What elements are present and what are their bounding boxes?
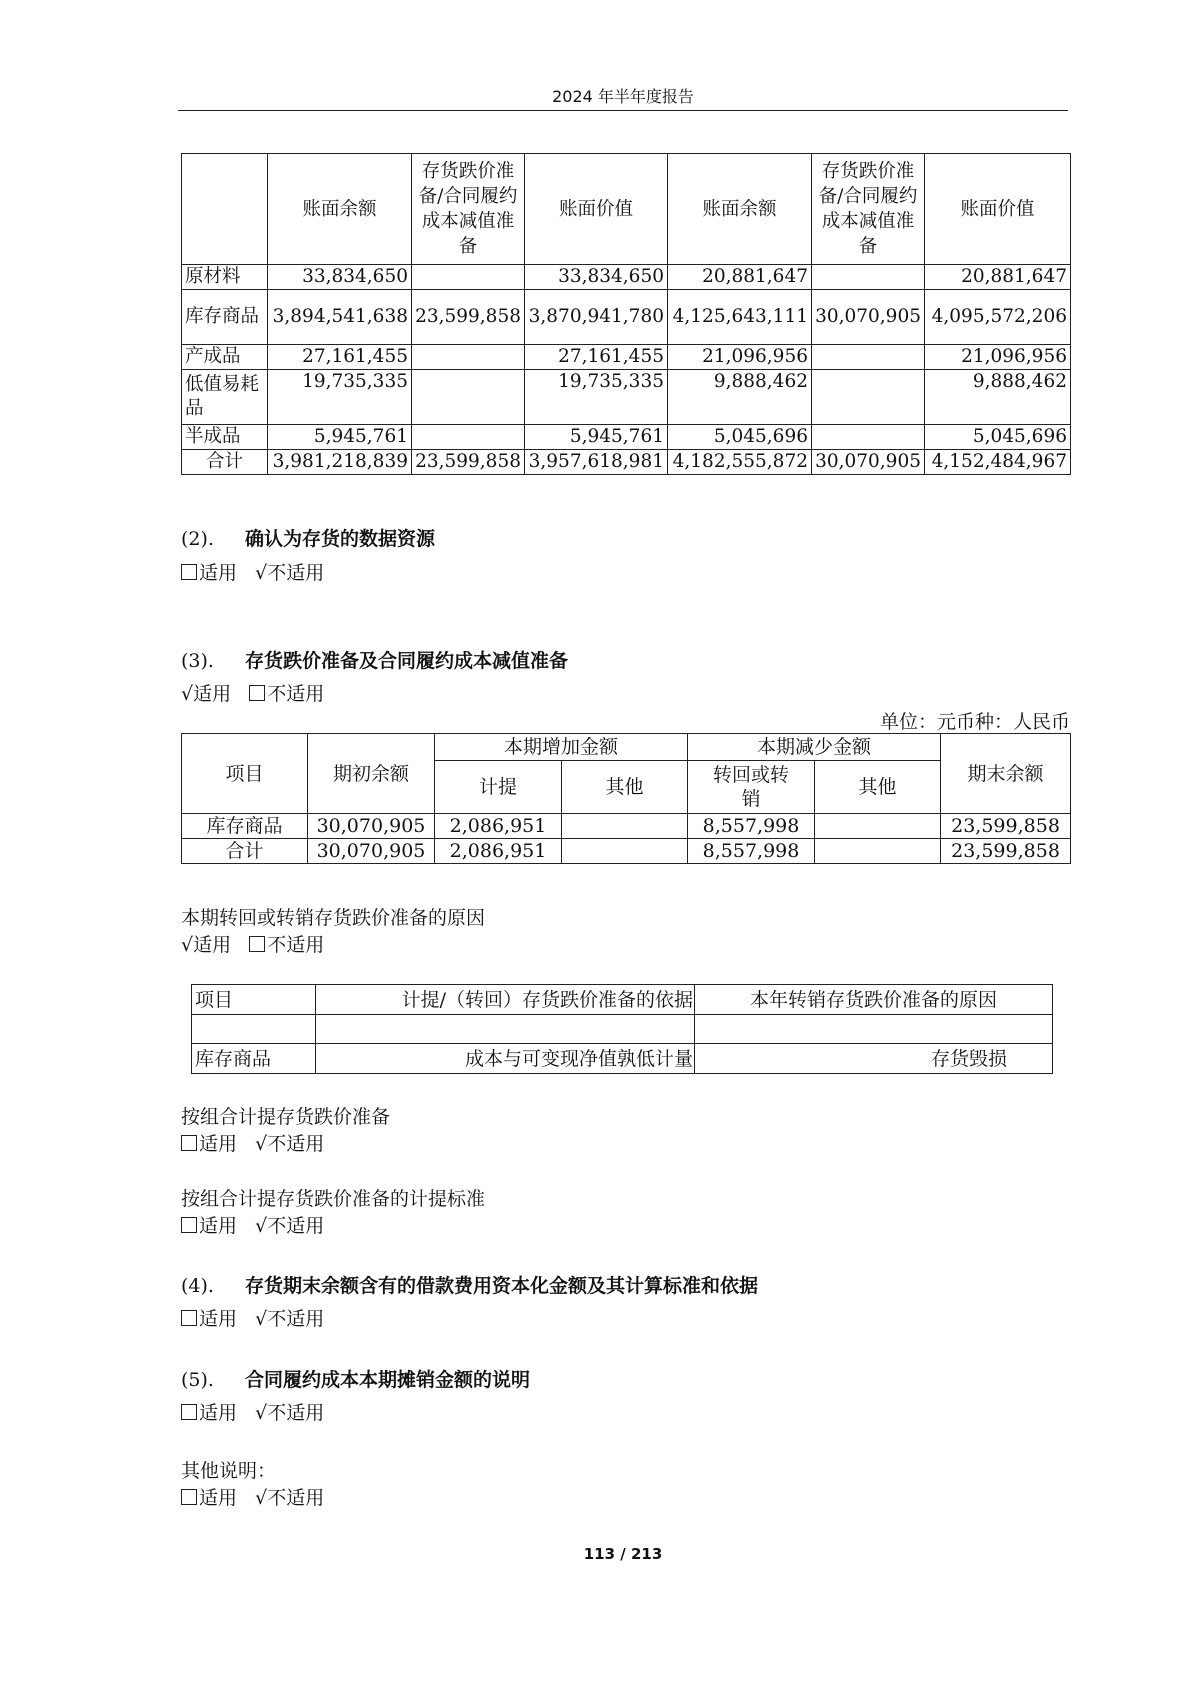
cell: 19,735,335 [268, 370, 412, 425]
cell [812, 370, 925, 425]
section-2-title: (2). 确认为存货的数据资源 [181, 528, 436, 550]
cell: 27,161,455 [268, 345, 412, 370]
cell: 23,599,858 [941, 814, 1071, 839]
unit-label: 单位：元币种：人民币 [879, 711, 1070, 733]
header-cell: 本期增加金额 [435, 734, 688, 761]
cell: 23,599,858 [412, 290, 525, 345]
cell: 9,888,462 [925, 370, 1071, 425]
cell [812, 425, 925, 450]
header-cell: 账面余额 [268, 154, 412, 265]
row-label: 合计 [182, 839, 308, 864]
check-icon: √ [255, 562, 268, 584]
checkbox-empty-icon [181, 1135, 197, 1151]
combo1-applicability: 适用 √不适用 [181, 1129, 324, 1156]
cell: 19,735,335 [525, 370, 668, 425]
cell: 21,096,956 [925, 345, 1071, 370]
cell: 20,881,647 [668, 265, 812, 290]
table-total-row [182, 450, 1071, 475]
cell: 30,070,905 [812, 290, 925, 345]
cell: 23,599,858 [412, 450, 525, 475]
table-row [182, 290, 1071, 345]
other-label: 其他说明： [181, 1460, 277, 1482]
cell [695, 1015, 1053, 1044]
cell [316, 1015, 695, 1044]
cell: 9,888,462 [668, 370, 812, 425]
header-cell: 其他 [562, 761, 688, 814]
header-cell: 存货跌价准备/合同履约成本减值准备 [812, 154, 925, 265]
table-row [182, 345, 1071, 370]
cell: 5,945,761 [525, 425, 668, 450]
checkbox-empty-icon [181, 1217, 197, 1233]
header-cell: 其他 [815, 761, 941, 814]
cell: 5,045,696 [668, 425, 812, 450]
inventory-table [181, 153, 1071, 475]
table-header-row [182, 734, 1071, 761]
section-5-applicability: 适用 √不适用 [181, 1398, 324, 1425]
cell: 8,557,998 [688, 814, 815, 839]
section-4-applicability: 适用 √不适用 [181, 1304, 324, 1331]
cell: 5,945,761 [268, 425, 412, 450]
row-label: 库存商品 [182, 814, 308, 839]
cell [412, 265, 525, 290]
reason-table [191, 984, 1053, 1074]
cell: 27,161,455 [525, 345, 668, 370]
cell: 2,086,951 [435, 814, 562, 839]
cell: 4,125,643,111 [668, 290, 812, 345]
section-4-title: (4). 存货期末余额含有的借款费用资本化金额及其计算标准和依据 [181, 1275, 759, 1297]
header-cell: 计提/（转回）存货跌价准备的依据 [316, 985, 695, 1015]
cell: 5,045,696 [925, 425, 1071, 450]
cell [815, 839, 941, 864]
cell: 3,870,941,780 [525, 290, 668, 345]
reason-applicability: √适用 不适用 [181, 934, 325, 956]
combo2-label: 按组合计提存货跌价准备的计提标准 [181, 1188, 486, 1210]
check-icon: √ [255, 1133, 268, 1155]
header-cell: 账面价值 [925, 154, 1071, 265]
cell [562, 839, 688, 864]
checkbox-empty-icon [181, 1404, 197, 1420]
reason-label: 本期转回或转销存货跌价准备的原因 [181, 907, 486, 929]
section-5-title: (5). 合同履约成本本期摊销金额的说明 [181, 1369, 531, 1391]
page-number: 113 / 213 [583, 1545, 663, 1563]
check-icon: √ [181, 934, 194, 956]
header-divider [178, 110, 1068, 111]
page-header: 2024 年半年度报告 [552, 87, 694, 106]
cell [812, 265, 925, 290]
header-cell: 本期减少金额 [688, 734, 941, 761]
table-row [192, 1015, 1053, 1044]
cell [412, 345, 525, 370]
cell: 3,981,218,839 [268, 450, 412, 475]
cell: 30,070,905 [308, 814, 435, 839]
check-icon: √ [255, 1308, 268, 1330]
row-label: 原材料 [182, 265, 268, 290]
cell [812, 345, 925, 370]
row-label: 低值易耗品 [182, 370, 268, 425]
table-row [182, 425, 1071, 450]
cell: 3,894,541,638 [268, 290, 412, 345]
cell: 33,834,650 [268, 265, 412, 290]
table-row [182, 370, 1071, 425]
combo2-applicability: 适用 √不适用 [181, 1211, 324, 1238]
cell [562, 814, 688, 839]
cell: 4,095,572,206 [925, 290, 1071, 345]
check-icon: √ [255, 1402, 268, 1424]
header-cell: 计提 [435, 761, 562, 814]
header-cell: 转回或转销 [688, 761, 815, 814]
other-applicability: 适用 √不适用 [181, 1483, 324, 1510]
check-icon: √ [181, 683, 194, 705]
checkbox-empty-icon [181, 1310, 197, 1326]
cell: 存货毁损 [695, 1044, 1053, 1074]
cell: 20,881,647 [925, 265, 1071, 290]
cell: 8,557,998 [688, 839, 815, 864]
table-header-row [182, 154, 1071, 265]
cell: 4,182,555,872 [668, 450, 812, 475]
checkbox-empty-icon [181, 1489, 197, 1505]
check-icon: √ [255, 1215, 268, 1237]
header-cell: 账面余额 [668, 154, 812, 265]
cell: 成本与可变现净值孰低计量 [316, 1044, 695, 1074]
cell: 33,834,650 [525, 265, 668, 290]
impairment-table [181, 733, 1071, 864]
cell: 30,070,905 [308, 839, 435, 864]
cell: 2,086,951 [435, 839, 562, 864]
cell [815, 814, 941, 839]
checkbox-empty-icon [181, 564, 197, 580]
header-cell: 本年转销存货跌价准备的原因 [695, 985, 1053, 1015]
row-label: 库存商品 [192, 1044, 316, 1074]
table-header-row [192, 985, 1053, 1015]
section-2-applicability: 适用 √不适用 [181, 558, 324, 585]
section-3-applicability: √适用 不适用 [181, 683, 325, 705]
cell: 23,599,858 [941, 839, 1071, 864]
cell [412, 370, 525, 425]
header-cell: 期初余额 [308, 734, 435, 814]
header-cell: 项目 [192, 985, 316, 1015]
cell: 21,096,956 [668, 345, 812, 370]
header-cell: 期末余额 [941, 734, 1071, 814]
table-row [182, 814, 1071, 839]
combo1-label: 按组合计提存货跌价准备 [181, 1106, 391, 1128]
cell: 3,957,618,981 [525, 450, 668, 475]
header-cell [182, 154, 268, 265]
row-label: 合计 [182, 450, 268, 475]
row-label: 库存商品 [182, 290, 268, 345]
table-row [192, 1044, 1053, 1074]
cell [192, 1015, 316, 1044]
cell [412, 425, 525, 450]
check-icon: √ [255, 1487, 268, 1509]
header-cell: 账面价值 [525, 154, 668, 265]
table-total-row [182, 839, 1071, 864]
cell: 30,070,905 [812, 450, 925, 475]
checkbox-empty-icon [249, 936, 265, 952]
checkbox-empty-icon [249, 685, 265, 701]
row-label: 产成品 [182, 345, 268, 370]
header-cell: 项目 [182, 734, 308, 814]
row-label: 半成品 [182, 425, 268, 450]
header-cell: 存货跌价准备/合同履约成本减值准备 [412, 154, 525, 265]
table-row [182, 265, 1071, 290]
cell: 4,152,484,967 [925, 450, 1071, 475]
section-3-title: (3). 存货跌价准备及合同履约成本减值准备 [181, 650, 569, 672]
